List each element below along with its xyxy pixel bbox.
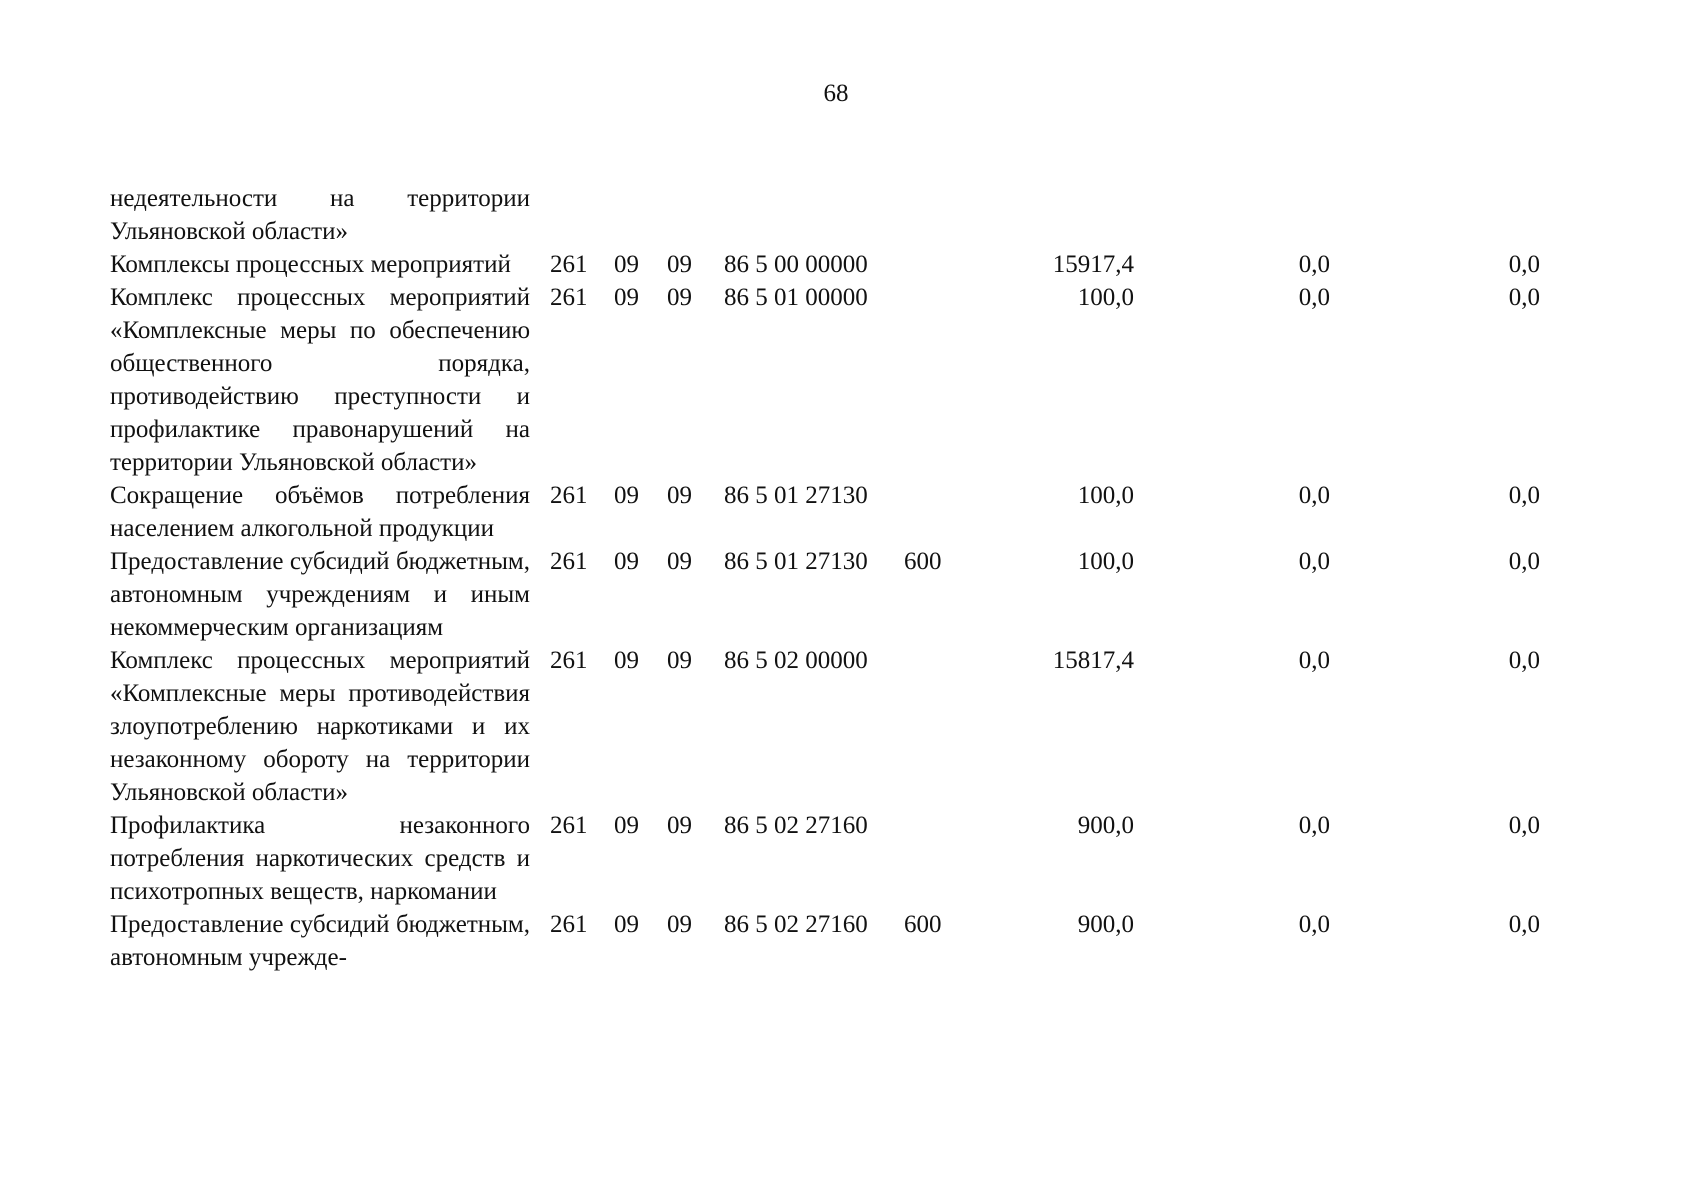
row-subsection: 09 bbox=[667, 647, 692, 674]
budget-table bbox=[110, 182, 1540, 974]
table-row bbox=[110, 281, 1540, 479]
table-row bbox=[110, 479, 1540, 545]
row-name: Сокращение объёмов потребления населением алкогольной продукции bbox=[110, 482, 530, 542]
row-name: Профилактика незаконного потребления наркотических средств и психотропных веществ, наркомании bbox=[110, 812, 530, 905]
row-amount-year1: 100,0 bbox=[1077, 482, 1134, 509]
row-target-article: 86 5 02 27160 bbox=[724, 812, 868, 839]
table-row bbox=[110, 908, 1540, 974]
row-name: недеятельности на территории Ульяновской области» bbox=[110, 185, 530, 245]
row-section: 09 bbox=[614, 812, 639, 839]
row-amount-year3: 0,0 bbox=[1508, 647, 1540, 674]
row-grbs: 261 bbox=[550, 251, 588, 278]
row-amount-year2: 0,0 bbox=[1298, 812, 1330, 839]
row-amount-year1: 900,0 bbox=[1077, 911, 1134, 938]
row-section: 09 bbox=[614, 647, 639, 674]
row-subsection: 09 bbox=[667, 251, 692, 278]
row-section bbox=[614, 182, 667, 248]
row-target-article: 86 5 02 00000 bbox=[724, 647, 868, 674]
row-amount-year3: 0,0 bbox=[1508, 251, 1540, 278]
row-amount-year1 bbox=[984, 182, 1134, 248]
row-expense-type bbox=[904, 644, 984, 809]
row-amount-year3: 0,0 bbox=[1508, 482, 1540, 509]
row-name: Комплекс процессных мероприятий «Комплексные меры по обеспечению общественного порядка, противодействию преступности и профилактике правонарушений на территории Ульяновской области» bbox=[110, 284, 530, 476]
row-amount-year3: 0,0 bbox=[1508, 284, 1540, 311]
row-amount-year3: 0,0 bbox=[1508, 548, 1540, 575]
row-grbs bbox=[550, 182, 614, 248]
table-row bbox=[110, 545, 1540, 644]
row-subsection: 09 bbox=[667, 548, 692, 575]
row-amount-year1: 100,0 bbox=[1077, 284, 1134, 311]
row-subsection bbox=[667, 182, 724, 248]
row-amount-year2: 0,0 bbox=[1298, 482, 1330, 509]
row-grbs: 261 bbox=[550, 911, 588, 938]
row-target-article: 86 5 01 27130 bbox=[724, 548, 868, 575]
row-amount-year2: 0,0 bbox=[1298, 911, 1330, 938]
row-grbs: 261 bbox=[550, 548, 588, 575]
table-row bbox=[110, 644, 1540, 809]
row-name: Предоставление субсидий бюджетным, автономным учрежде- bbox=[110, 911, 530, 971]
row-expense-type bbox=[904, 281, 984, 479]
row-amount-year1: 15917,4 bbox=[1052, 251, 1134, 278]
page-number: 68 bbox=[823, 80, 849, 107]
row-expense-type bbox=[904, 182, 984, 248]
row-expense-type: 600 bbox=[904, 911, 942, 938]
row-expense-type: 600 bbox=[904, 548, 942, 575]
row-amount-year2: 0,0 bbox=[1298, 284, 1330, 311]
row-amount-year3: 0,0 bbox=[1508, 911, 1540, 938]
row-amount-year3: 0,0 bbox=[1508, 812, 1540, 839]
row-grbs: 261 bbox=[550, 812, 588, 839]
row-target-article: 86 5 02 27160 bbox=[724, 911, 868, 938]
row-section: 09 bbox=[614, 251, 639, 278]
row-target-article: 86 5 00 00000 bbox=[724, 251, 868, 278]
table-row bbox=[110, 809, 1540, 908]
row-target-article bbox=[724, 182, 904, 248]
row-expense-type bbox=[904, 479, 984, 545]
row-amount-year2: 0,0 bbox=[1298, 251, 1330, 278]
row-subsection: 09 bbox=[667, 482, 692, 509]
row-subsection: 09 bbox=[667, 812, 692, 839]
row-amount-year3 bbox=[1330, 182, 1540, 248]
row-subsection: 09 bbox=[667, 911, 692, 938]
row-target-article: 86 5 01 27130 bbox=[724, 482, 868, 509]
row-name: Комплексы процессных мероприятий bbox=[110, 251, 511, 278]
row-amount-year1: 15817,4 bbox=[1052, 647, 1134, 674]
row-amount-year1: 100,0 bbox=[1077, 548, 1134, 575]
row-expense-type bbox=[904, 809, 984, 908]
row-amount-year2 bbox=[1134, 182, 1330, 248]
row-name: Предоставление субсидий бюджетным, автономным учреждениям и иным некоммерческим организациям bbox=[110, 548, 530, 641]
row-grbs: 261 bbox=[550, 647, 588, 674]
row-target-article: 86 5 01 00000 bbox=[724, 284, 868, 311]
row-grbs: 261 bbox=[550, 284, 588, 311]
table-row bbox=[110, 248, 1540, 281]
row-section: 09 bbox=[614, 911, 639, 938]
row-amount-year2: 0,0 bbox=[1298, 548, 1330, 575]
row-expense-type bbox=[904, 248, 984, 281]
row-section: 09 bbox=[614, 548, 639, 575]
row-subsection: 09 bbox=[667, 284, 692, 311]
row-section: 09 bbox=[614, 482, 639, 509]
row-name: Комплекс процессных мероприятий «Комплексные меры противодействия злоупотреблению наркотиками и их незаконному обороту на территории Ульяновской области» bbox=[110, 647, 530, 806]
row-amount-year2: 0,0 bbox=[1298, 647, 1330, 674]
table-row bbox=[110, 182, 1540, 248]
row-amount-year1: 900,0 bbox=[1077, 812, 1134, 839]
row-grbs: 261 bbox=[550, 482, 588, 509]
row-section: 09 bbox=[614, 284, 639, 311]
